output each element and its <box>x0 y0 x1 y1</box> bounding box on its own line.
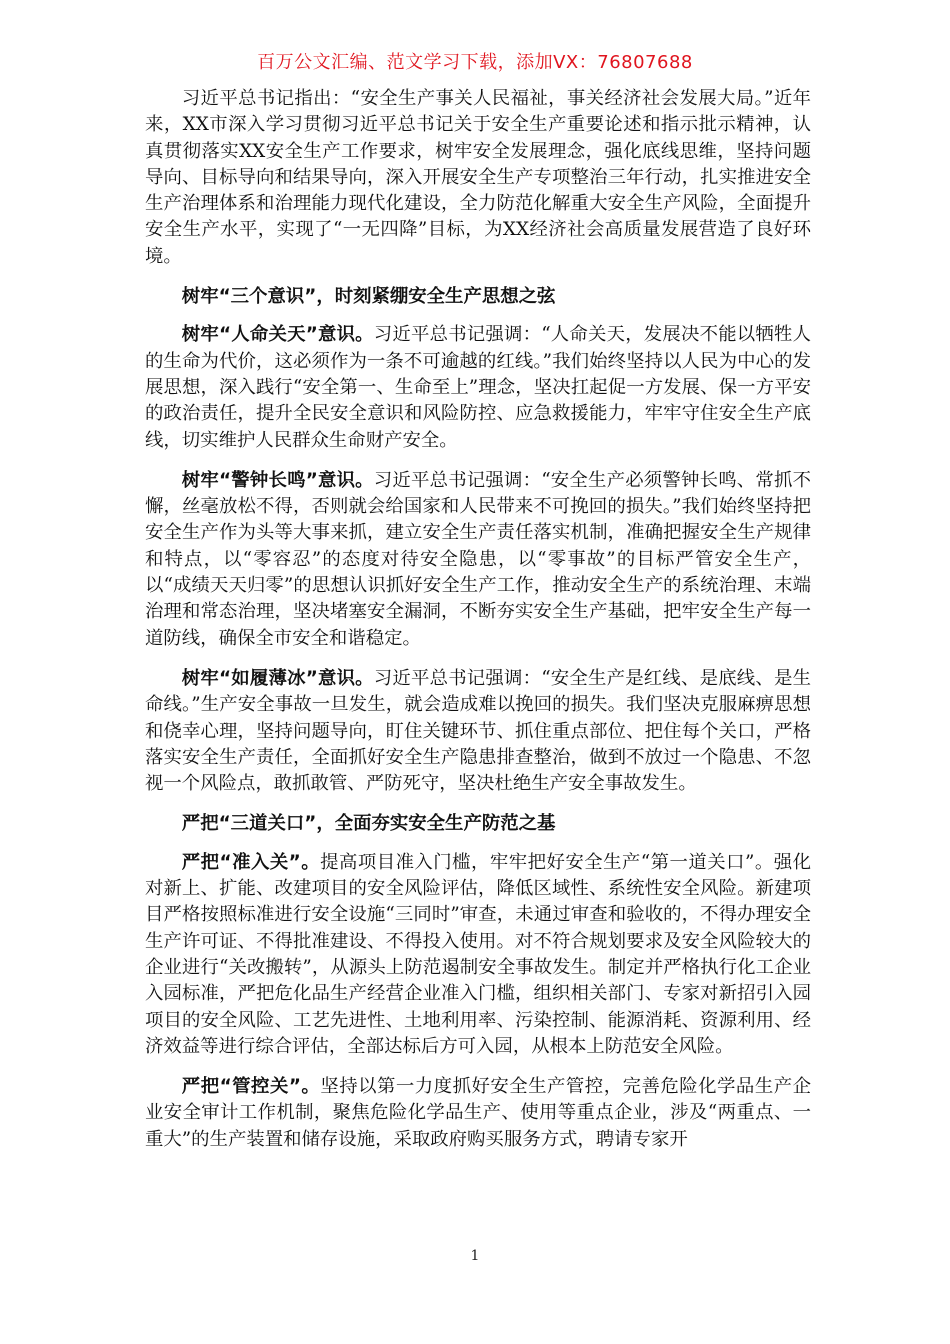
page-number: 1 <box>470 1248 480 1264</box>
paragraph-text: 习近平总书记强调：“人命关天，发展决不能以牺牲人的生命为代价，这必须作为一条不可逾越的红线。”我们始终坚持以人民为中心的发展思想，深入践行“安全第一、生命至上”理念，坚决扛起促一方发展、保一方平安的政治责任，提升全民安全意识和风险防控、应急救援能力，牢牢守住安全生产底线，切实维护人民群众生命财产安全。 <box>145 324 811 451</box>
paragraph-lead: 严把“准入关”。 <box>181 851 321 873</box>
paragraph-rulvbobing <box>145 666 811 797</box>
intro-paragraph: 习近平总书记指出：“安全生产事关人民福祉，事关经济社会发展大局。”近年来，XX市深入学习贯彻习近平总书记关于安全生产重要论述和指示批示精神，认真贯彻落实XX安全生产工作要求，树牢安全发展理念，强化底线思维，坚持问题导向、目标导向和结果导向，深入开展安全生产专项整治三年行动，扎实推进安全生产治理体系和治理能力现代化建设，全力防范化解重大安全生产风险，全面提升安全生产水平，实现了“一无四降”目标，为XX经济社会高质量发展营造了良好环境。 <box>145 88 811 267</box>
paragraph-text: 习近平总书记强调：“安全生产必须警钟长鸣、常抓不懈，丝毫放松不得，否则就会给国家和人民带来不可挽回的损失。”我们始终坚持把安全生产作为头等大事来抓，建立安全生产责任落实机制，准确把握安全生产规律和特点，以“零容忍”的态度对待安全隐患，以“零事故”的目标严管安全生产，以“成绩天天归零”的思想认识抓好安全生产工作，推动安全生产的系统治理、末端治理和常态治理，坚决堵塞安全漏洞，不断夯实安全生产基础，把牢安全生产每一道防线，确保全市安全和谐稳定。 <box>145 469 811 649</box>
header-banner: 百万公文汇编、范文学习下载，添加VX：76807688 <box>257 52 693 73</box>
document-body <box>145 86 811 1167</box>
paragraph-jingzhong <box>145 468 811 652</box>
paragraph-lead: 树牢“警钟长鸣”意识。 <box>181 469 374 491</box>
paragraph-lead: 严把“管控关”。 <box>181 1076 321 1098</box>
paragraph-lead: 树牢“如履薄冰”意识。 <box>181 667 374 689</box>
paragraph-text: 提高项目准入门槛，牢牢把好安全生产“第一道关口”。强化对新上、扩能、改建项目的安全风险评估，降低区域性、系统性安全风险。新建项目严格按照标准进行安全设施“三同时”审查，未通过审查和验收的，不得办理安全生产许可证、不得批准建设、不得投入使用。对不符合规划要求及安全风险较大的企业进行“关改搬转”，从源头上防范遏制安全事故发生。制定并严格执行化工企业入园标准，严把危化品生产经营企业准入门槛，组织相关部门、专家对新招引入园项目的安全风险、工艺先进性、土地利用率、污染控制、能源消耗、资源利用、经济效益等进行综合评估，全部达标后方可入园，从根本上防范安全风险。 <box>145 851 811 1057</box>
section-heading-1: 树牢“三个意识”，时刻紧绷安全生产思想之弦 <box>181 286 556 308</box>
paragraph-text: 习近平总书记强调：“安全生产是红线、是底线、是生命线。”生产安全事故一旦发生，就会造成难以挽回的损失。我们坚决克服麻痹思想和侥幸心理，坚持问题导向，盯住关键环节、抓住重点部位、把住每个关口，严格落实安全生产责任，全面抓好安全生产隐患排查整治，做到不放过一个隐患、不忽视一个风险点，敢抓敢管、严防死守，坚决杜绝生产安全事故发生。 <box>145 667 811 795</box>
section-heading-2: 严把“三道关口”，全面夯实安全生产防范之基 <box>181 813 556 835</box>
paragraph-guankong <box>145 1074 811 1153</box>
paragraph-text: 坚持以第一力度抓好安全生产管控，完善危险化学品生产企业安全审计工作机制，聚焦危险化学品生产、使用等重点企业，涉及“两重点、一重大”的生产装置和储存设施，采取政府购买服务方式，聘请专家开 <box>145 1076 811 1150</box>
paragraph-renming <box>145 322 811 453</box>
paragraph-zhunru <box>145 850 811 1060</box>
paragraph-lead: 树牢“人命关天”意识。 <box>181 324 374 346</box>
